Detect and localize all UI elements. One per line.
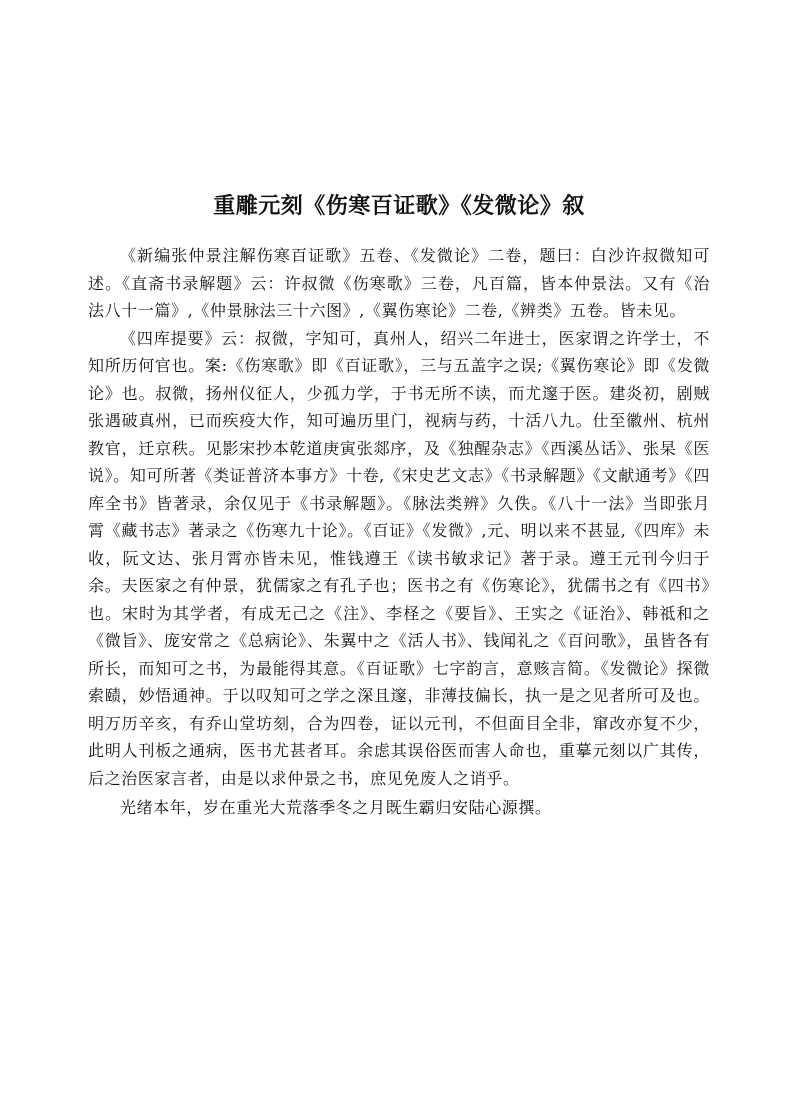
paragraph-intro: 《新编张仲景注解伤寒百证歌》五卷、《发微论》二卷，题曰：白沙许叔微知可述。《直斋书录解题》云：许叔微《伤寒歌》三卷，凡百篇，皆本仲景法。又有《治法八十一篇》,《仲景脉法三十六图》,《翼伤寒论》二卷,《辨类》五卷。皆未见。 — [88, 246, 710, 320]
document-page — [88, 190, 710, 822]
signature-line: 光绪本年，岁在重光大荒落季冬之月既生霸归安陆心源撰。 — [120, 798, 552, 817]
paragraph-body: 《四库提要》云：叔微，字知可，真州人，绍兴二年进士，医家谓之许学士，不知所历何官也。案:《伤寒歌》即《百证歌》，三与五盖字之误;《翼伤寒论》即《发微论》也。叔微，扬州仪征人，少孤力学，于书无所不读，而尤邃于医。建炎初，剧贼张遇破真州，已而疾疫大作，知可遍历里门，视病与药，十活八九。仕至徽州、杭州教官，迁京秩。见影宋抄本乾道庚寅张郯序，及《独醒杂志》《西溪丛话》、张杲《医说》。知可所著《类证普济本事方》十卷,《宋史艺文志》《书录解题》《文献通考》《四库全书》皆著录，余仅见于《书录解题》。《脉法类辨》久佚。《八十一法》当即张月霄《藏书志》著录之《伤寒九十论》。《百证》《发微》,元、明以来不甚显,《四库》未收，阮文达、张月霄亦皆未见，惟钱遵王《读书敏求记》著于录。遵王元刊今归于余。夫医家之有仲景，犹儒家之有孔子也；医书之有《伤寒论》，犹儒书之有《四书》也。宋时为其学者，有成无己之《注》、李柽之《要旨》、王实之《证治》、韩祗和之《微旨》、庞安常之《总病论》、朱翼中之《活人书》、钱闻礼之《百问歌》，虽皆各有所长，而知可之书，为最能得其意。《百证歌》七字韵言，意赅言简。《发微论》探微索赜，妙悟通神。于以叹知可之学之深且邃，非薄技偏长，执一是之见者所可及也。明万历辛亥，有乔山堂坊刻，合为四卷，证以元刊，不但面目全非，窜改亦复不少，此明人刊板之通病，医书尤甚者耳。余虑其误俗医而害人命也，重摹元刻以广其传，后之治医家言者，由是以求仲景之书，庶见免废人之诮乎。 — [88, 328, 710, 788]
document-title: 重雕元刻《伤寒百证歌》《发微论》叙 — [213, 193, 585, 219]
